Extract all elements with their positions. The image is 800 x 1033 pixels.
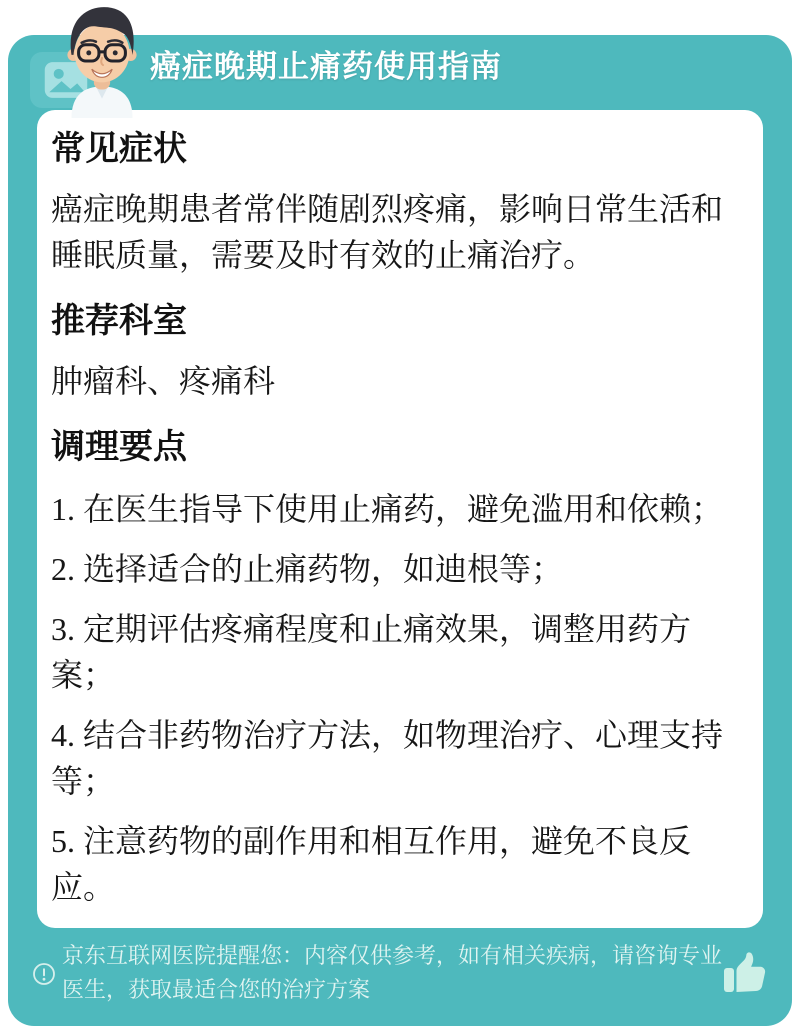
- list-item-number: 1.: [51, 491, 75, 527]
- thumbs-up-button[interactable]: [719, 951, 767, 995]
- thumbs-up-icon: [719, 951, 767, 995]
- section-heading-key-points: 调理要点: [51, 428, 187, 466]
- list-item-text: 结合非药物治疗方法，如物理治疗、心理支持等；: [51, 717, 724, 799]
- list-item-text: 选择适合的止痛药物，如迪根等；: [83, 551, 564, 587]
- list-item: [51, 546, 745, 592]
- symptoms-text: 癌症晚期患者常伴随剧烈疼痛，影响日常生活和睡眠质量，需要及时有效的止痛治疗。: [51, 191, 724, 273]
- content-card: [37, 110, 763, 928]
- list-item-text: 在医生指导下使用止痛药，避免滥用和依赖；: [83, 491, 724, 527]
- list-item-number: 4.: [51, 717, 75, 753]
- list-item: [51, 712, 745, 804]
- doctor-avatar-illustration: [50, 2, 154, 118]
- doctor-avatar: [50, 2, 154, 118]
- disclaimer-text: 京东互联网医院提醒您：内容仅供参考，如有相关疾病，请咨询专业医生，获取最适合您的治疗方案: [62, 943, 723, 1002]
- list-item: [51, 486, 745, 532]
- departments-text: 肿瘤科、疼痛科: [51, 363, 276, 399]
- list-item: [51, 818, 745, 910]
- page-title: 癌症晚期止痛药使用指南: [150, 49, 502, 84]
- section-heading-symptoms: 常见症状: [51, 130, 187, 168]
- list-item: [51, 606, 745, 698]
- section-heading-departments: 推荐科室: [51, 302, 187, 340]
- list-item-number: 5.: [51, 823, 75, 859]
- info-circle-icon: [32, 962, 56, 986]
- list-item-number: 3.: [51, 611, 75, 647]
- list-item-number: 2.: [51, 551, 75, 587]
- list-item-text: 注意药物的副作用和相互作用，避免不良反应。: [51, 823, 692, 905]
- list-item-text: 定期评估疼痛程度和止痛效果，调整用药方案；: [51, 611, 692, 693]
